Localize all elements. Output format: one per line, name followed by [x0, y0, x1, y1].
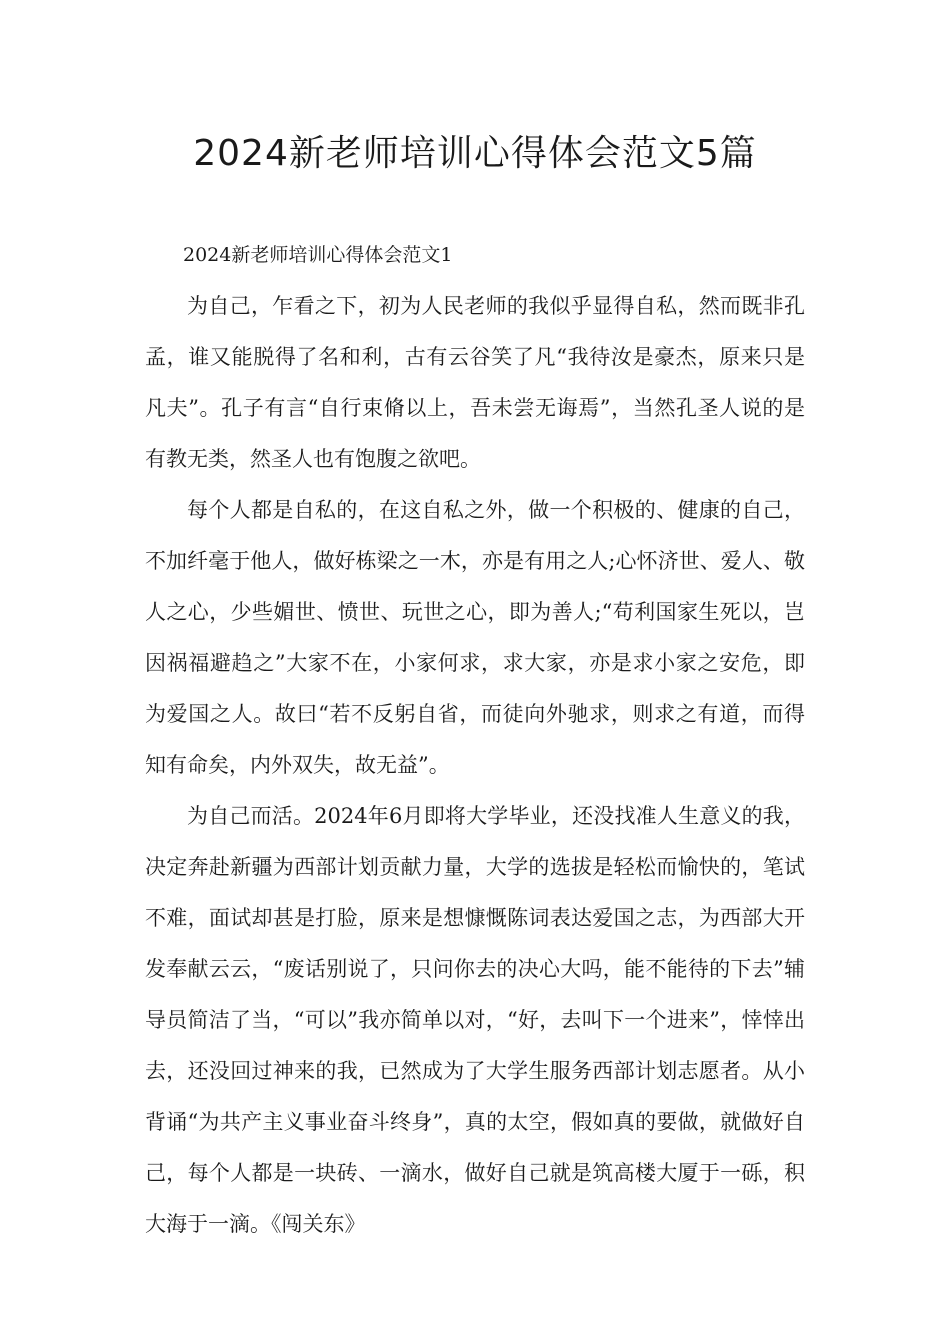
document-body: [145, 230, 805, 1250]
paragraph-3: 为自己而活。2024年6月即将大学毕业，还没找准人生意义的我，决定奔赴新疆为西部计划贡献力量，大学的选拔是轻松而愉快的，笔试不难，面试却甚是打脸，原来是想慷慨陈词表达爱国之志，为西部大开发奉献云云，“废话别说了，只问你去的决心大吗，能不能待的下去”辅导员简洁了当，“可以”我亦简单以对，“好，去叫下一个进来”，悻悻出去，还没回过神来的我，已然成为了大学生服务西部计划志愿者。从小背诵“为共产主义事业奋斗终身”，真的太空，假如真的要做，就做好自己，每个人都是一块砖、一滴水，做好自己就是筑高楼大厦于一砾，积大海于一滴。《闯关东》: [145, 804, 805, 1236]
section-heading: 2024新老师培训心得体会范文1: [183, 244, 453, 266]
document-title: 2024新老师培训心得体会范文5篇: [193, 133, 757, 174]
paragraph-2: 每个人都是自私的，在这自私之外，做一个积极的、健康的自己，不加纤毫于他人，做好栋梁之一木，亦是有用之人;心怀济世、爱人、敬人之心，少些媚世、愤世、玩世之心，即为善人;“苟利国家生死以，岂因祸福避趋之”大家不在，小家何求，求大家，亦是求小家之安危，即为爱国之人。故曰“若不反躬自省，而徒向外驰求，则求之有道，而得知有命矣，内外双失，故无益”。: [145, 498, 805, 777]
paragraph-1: 为自己，乍看之下，初为人民老师的我似乎显得自私，然而既非孔孟，谁又能脱得了名和利，古有云谷笑了凡“我待汝是豪杰，原来只是凡夫”。孔子有言“自行束脩以上，吾未尝无诲焉”，当然孔圣人说的是有教无类，然圣人也有饱腹之欲吧。: [145, 294, 805, 471]
